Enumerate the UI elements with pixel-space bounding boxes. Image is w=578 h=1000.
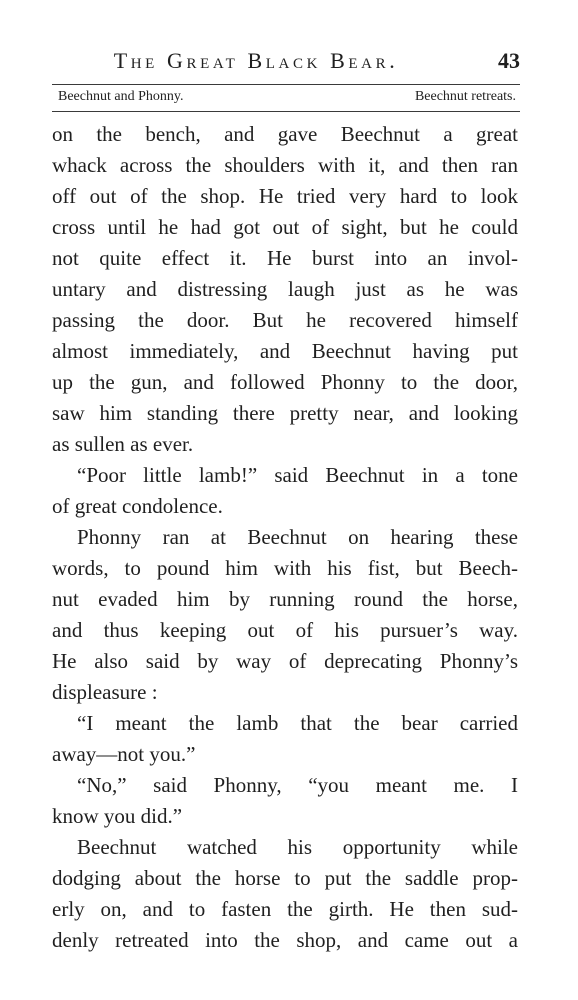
header-rule [52, 84, 520, 85]
text-line: of great condolence. [52, 494, 223, 518]
text-line: cross until he had got out of sight, but he could [52, 215, 518, 239]
text-line: whack across the shoulders with it, and then ran [52, 153, 518, 177]
text-line: “Poor little lamb!” said Beechnut in a tone [77, 463, 518, 487]
text-line: off out of the shop. He tried very hard to look [52, 184, 518, 208]
text-line: “I meant the lamb that the bear carried [77, 711, 518, 735]
text-line: Beechnut watched his opportunity while [77, 835, 518, 859]
text-line: on the bench, and gave Beechnut a great [52, 122, 518, 146]
text-line: He also said by way of deprecating Phonny’s [52, 649, 518, 673]
text-line: displeasure : [52, 680, 158, 704]
running-head [52, 44, 520, 78]
text-line: not quite effect it. He burst into an invol- [52, 246, 518, 270]
text-line: nut evaded him by running round the horse, [52, 587, 518, 611]
text-line: denly retreated into the shop, and came out a [52, 928, 518, 952]
text-line: Phonny ran at Beechnut on hearing these [77, 525, 518, 549]
text-line: up the gun, and followed Phonny to the door, [52, 370, 518, 394]
text-line: untary and distressing laugh just as he was [52, 277, 518, 301]
text-line: away—not you.” [52, 742, 196, 766]
text-line: words, to pound him with his fist, but Beech- [52, 556, 518, 580]
page-number: 43 [498, 48, 520, 73]
body-text [52, 119, 518, 956]
text-line: dodging about the horse to put the saddle prop- [52, 866, 518, 890]
running-title: The Great Black Bear. [113, 48, 399, 73]
subheads [58, 86, 516, 108]
left-subhead: Beechnut and Phonny. [58, 89, 184, 104]
text-line: “No,” said Phonny, “you meant me. I [77, 773, 518, 797]
text-line: as sullen as ever. [52, 432, 194, 456]
text-line: erly on, and to fasten the girth. He then sud- [52, 897, 518, 921]
text-line: almost immediately, and Beechnut having put [52, 339, 518, 363]
right-subhead: Beechnut retreats. [414, 89, 516, 104]
text-line: and thus keeping out of his pursuer’s way. [52, 618, 518, 642]
text-line: saw him standing there pretty near, and looking [52, 401, 518, 425]
text-line: passing the door. But he recovered himself [52, 308, 518, 332]
subhead-rule [52, 111, 520, 112]
text-line: know you did.” [52, 804, 183, 828]
